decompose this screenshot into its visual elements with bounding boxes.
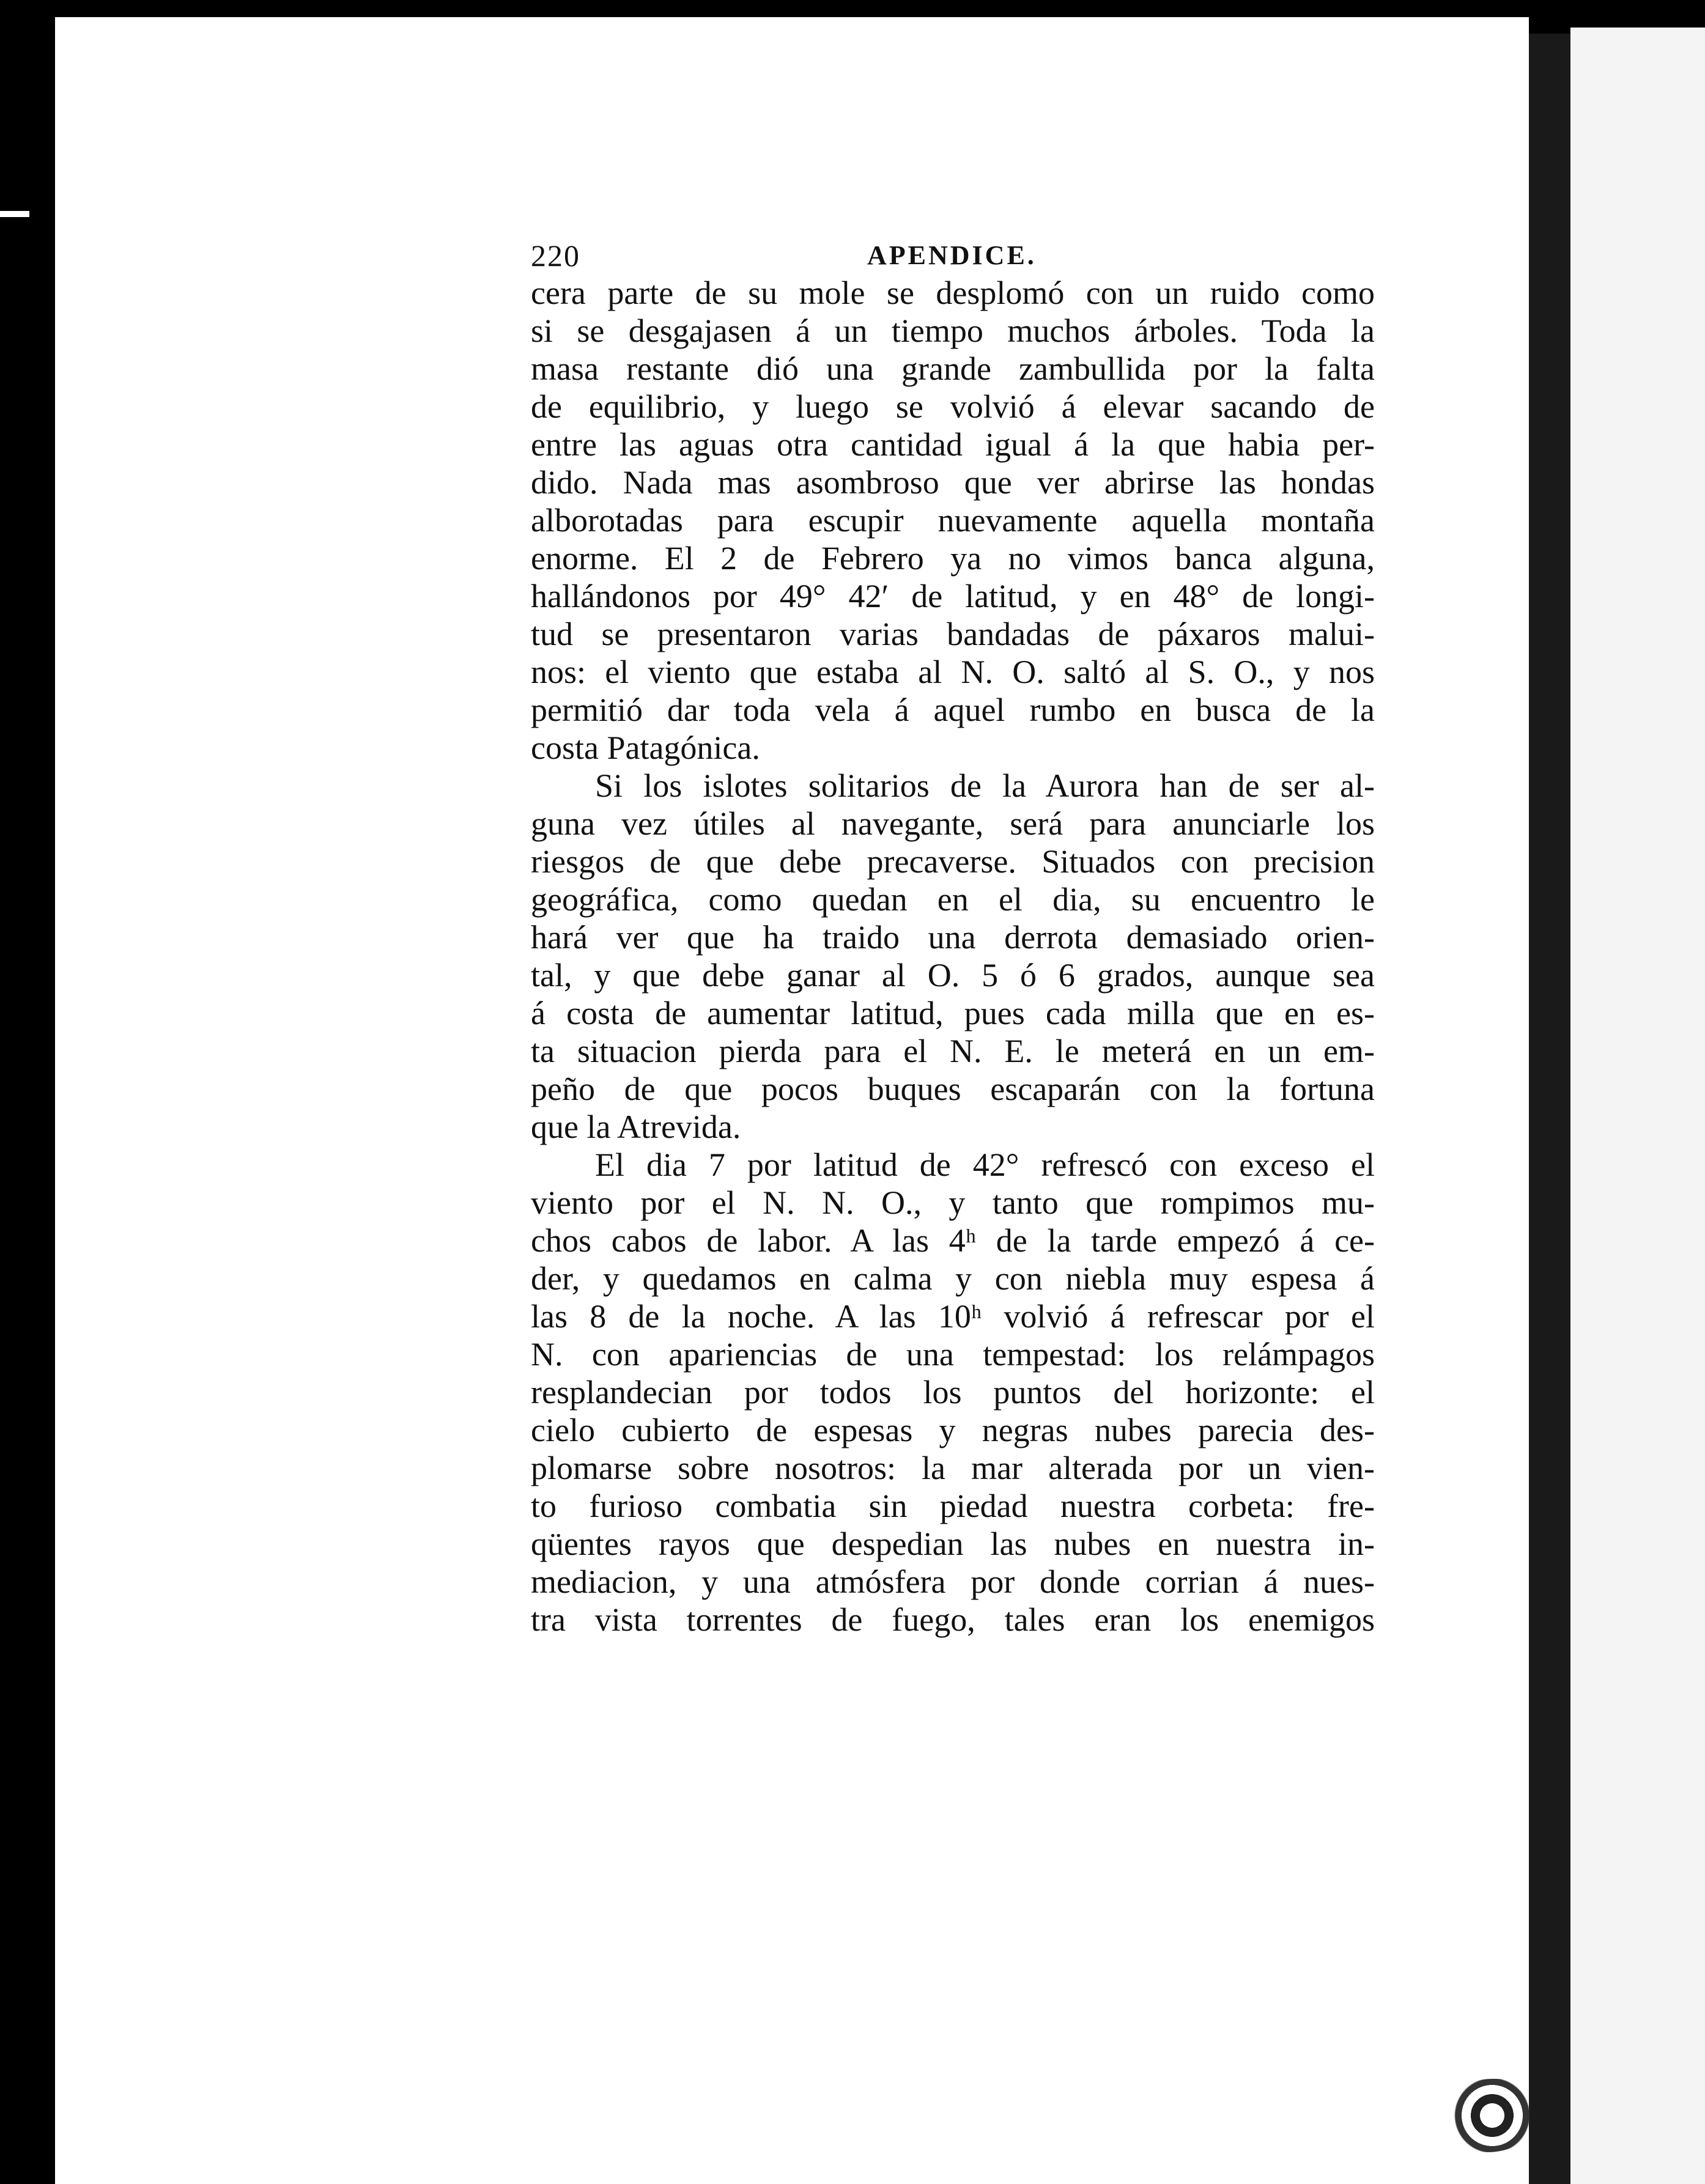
text-line: riesgos de que debe precaverse. Situados con precision — [531, 843, 1375, 880]
paragraph-aurora — [531, 767, 1375, 1146]
text-line: entre las aguas otra cantidad igual á la que habia per- — [531, 426, 1375, 463]
text-line: costa Patagónica. — [531, 729, 760, 766]
text-line: viento por el N. N. O., y tanto que rompimos mu- — [531, 1184, 1375, 1221]
facing-page-edge — [1570, 28, 1705, 2184]
text-line: tud se presentaron varias bandadas de páxaros malui- — [531, 616, 1375, 652]
text-line: enorme. El 2 de Febrero ya no vimos banca alguna, — [531, 540, 1375, 577]
text-line: tra vista torrentes de fuego, tales eran los enemigos — [531, 1601, 1375, 1638]
text-line: cielo cubierto de espesas y negras nubes parecia des- — [531, 1412, 1375, 1448]
text-line: que la Atrevida. — [531, 1109, 741, 1145]
text-line: permitió dar toda vela á aquel rumbo en busca de la — [531, 692, 1375, 728]
text-line: las 8 de la noche. A las 10ʰ volvió á refrescar por el — [531, 1298, 1375, 1335]
text-line: cera parte de su mole se desplomó con un ruido como — [531, 275, 1375, 311]
text-line: alborotadas para escupir nuevamente aquella montaña — [531, 502, 1375, 539]
text-line: ta situacion pierda para el N. E. le meterá en un em- — [531, 1033, 1375, 1069]
text-line: tal, y que debe ganar al O. 5 ó 6 grados, aunque sea — [531, 957, 1375, 994]
text-line: de equilibrio, y luego se volvió á elevar sacando de — [531, 388, 1375, 425]
text-line: N. con apariencias de una tempestad: los relámpagos — [531, 1336, 1375, 1373]
text-line: El dia 7 por latitud de 42° refrescó con exceso el — [595, 1146, 1375, 1183]
text-line: plomarse sobre nosotros: la mar alterada por un vien- — [531, 1450, 1375, 1486]
text-line: dido. Nada mas asombroso que ver abrirse las hondas — [531, 464, 1375, 501]
text-line: á costa de aumentar latitud, pues cada milla que en es- — [531, 995, 1375, 1031]
book-gutter — [1529, 34, 1570, 2184]
text-line: guna vez útiles al navegante, será para anunciarle los — [531, 805, 1375, 842]
text-line: nos: el viento que estaba al N. O. saltó al S. O., y nos — [531, 654, 1375, 690]
text-line: Si los islotes solitarios de la Aurora han de ser al- — [595, 767, 1375, 804]
text-line: chos cabos de labor. A las 4ʰ de la tarde empezó á ce- — [531, 1222, 1375, 1259]
text-line: si se desgajasen á un tiempo muchos árboles. Toda la — [531, 312, 1375, 349]
text-line: to furioso combatia sin piedad nuestra corbeta: fre- — [531, 1488, 1375, 1524]
text-line: mediacion, y una atmósfera por donde corrian á nues- — [531, 1563, 1375, 1600]
page-number: 220 — [531, 238, 580, 273]
paragraph-continuation — [531, 274, 1375, 767]
running-head: APENDICE. — [867, 240, 1037, 270]
text-line: geográfica, como quedan en el dia, su encuentro le — [531, 881, 1375, 918]
text-line: resplandecian por todos los puntos del horizonte: el — [531, 1374, 1375, 1411]
page-header — [531, 237, 1375, 274]
text-line: hallándonos por 49° 42′ de latitud, y en 48° de longi- — [531, 578, 1375, 614]
scan-edge-mark — [0, 211, 29, 217]
text-line: hará ver que ha traido una derrota demasiado orien- — [531, 919, 1375, 956]
text-line: der, y quedamos en calma y con niebla muy espesa á — [531, 1260, 1375, 1297]
page-text — [531, 237, 1375, 1639]
text-line: masa restante dió una grande zambullida por la falta — [531, 350, 1375, 387]
paragraph-storm — [531, 1146, 1375, 1639]
text-line: peño de que pocos buques escaparán con la fortuna — [531, 1071, 1375, 1107]
text-line: qüentes rayos que despedian las nubes en nuestra in- — [531, 1525, 1375, 1562]
